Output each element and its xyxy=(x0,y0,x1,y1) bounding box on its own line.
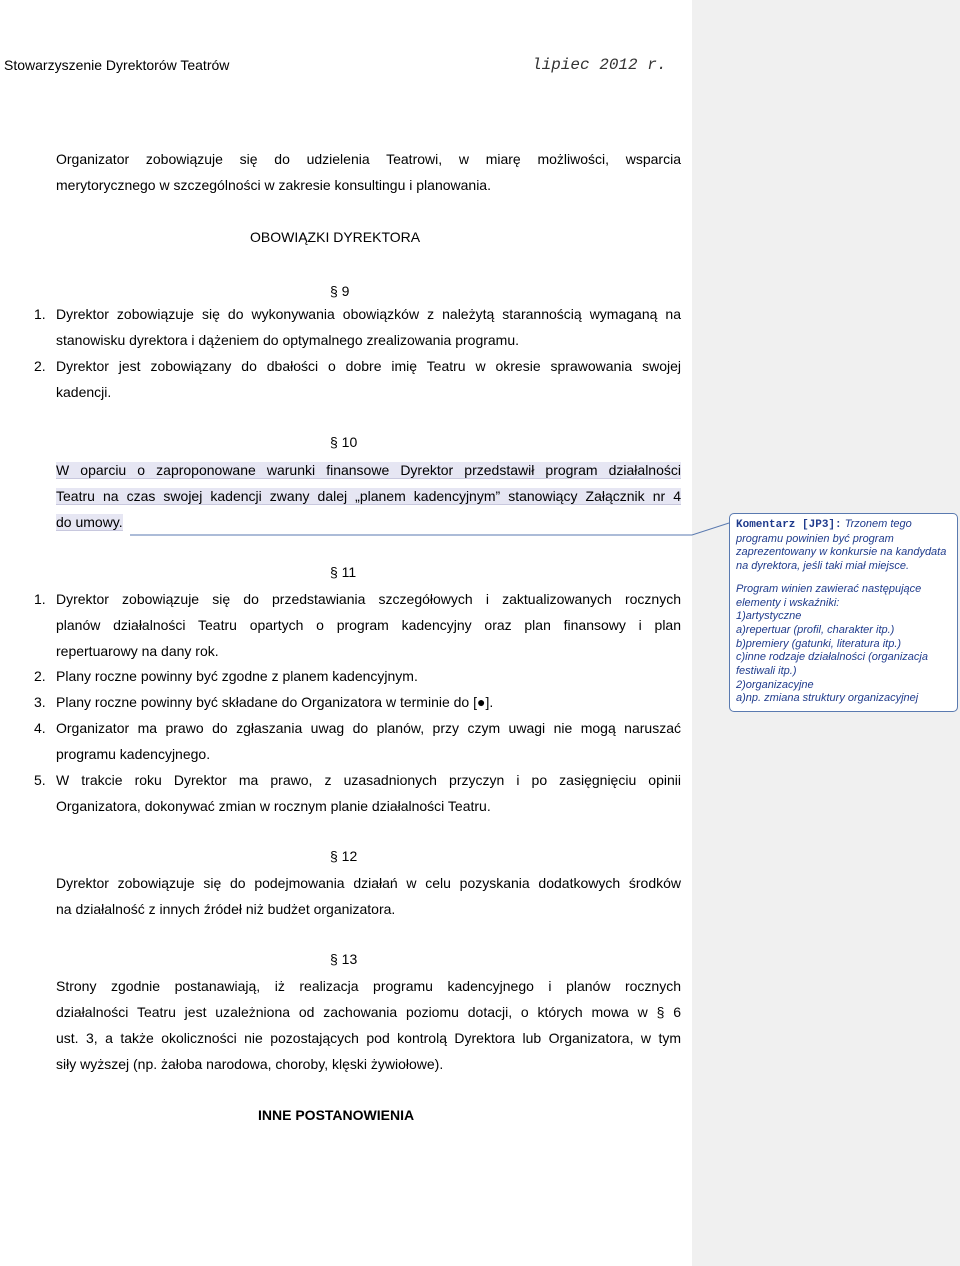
list-item xyxy=(34,586,681,664)
s10-line-2 xyxy=(56,483,681,509)
list-item-text: W trakcie roku Dyrektor ma prawo, z uzasadnionych przyczyn i po zasięgnięciu opinii xyxy=(56,772,681,788)
list-item-text-cont: programu kadencyjnego. xyxy=(56,746,211,762)
section-title-obligations: OBOWIĄZKI DYREKTORA xyxy=(250,229,421,245)
list-item-text: Dyrektor zobowiązuje się do wykonywania obowiązków z należytą starannością wymaganą na xyxy=(56,306,681,322)
comment-line: a)repertuar (profil, charakter itp.) xyxy=(736,623,895,636)
list-item-text-cont: stanowisku dyrektora i dążeniem do optymalnego zrealizowania programu. xyxy=(56,332,520,348)
list-item-number: 1. xyxy=(34,591,46,607)
section-title-other: INNE POSTANOWIENIA xyxy=(258,1107,415,1123)
list-item xyxy=(34,301,681,353)
comment-line: Program winien zawierać następujące elementy i wskaźniki: xyxy=(736,582,922,609)
list-item-text: Plany roczne powinny być składane do Organizatora w terminie do [●]. xyxy=(56,694,494,710)
paragraph-mark-13: § 13 xyxy=(330,951,358,967)
list-item-number: 1. xyxy=(34,306,46,322)
list-item xyxy=(34,767,681,819)
header-date: lipiec 2012 r. xyxy=(532,56,667,74)
s13-line-2: działalności Teatru jest uzależniona od zachowania poziomu dotacji, o których mowa w § 6 xyxy=(56,1004,681,1020)
list-item-text-cont: kadencji. xyxy=(56,384,112,400)
list-item-number: 3. xyxy=(34,694,46,710)
list-item xyxy=(34,689,681,715)
comment-intro-text: Trzonem tego programu powinien być program zaprezentowany w konkursie na kandydata na dyrektora, jeśli taki miał miejsce. xyxy=(736,518,947,573)
commented-text-highlight[interactable]: Teatru na czas swojej kadencji zwany dalej „planem kadencyjnym” stanowiący Załącznik nr 4 xyxy=(56,488,681,504)
comment-line: 1)artystyczne xyxy=(736,610,802,623)
comment-line: c)inne rodzaje działalności (organizacja festiwali itp.) xyxy=(736,651,928,678)
paragraph-mark-11: § 11 xyxy=(330,564,357,580)
list-item-text: Dyrektor jest zobowiązany do dbałości o dobre imię Teatru w okresie sprawowania swojej xyxy=(56,358,681,374)
s10-line-3 xyxy=(56,509,681,535)
s13-line-3: ust. 3, a także okoliczności nie pozostających pod kontrolą Dyrektora lub Organizatora, w tym xyxy=(56,1030,681,1046)
list-item-number: 4. xyxy=(34,720,46,736)
commented-text-highlight[interactable]: do umowy. xyxy=(56,514,123,530)
comment-line: 2)organizacyjne xyxy=(736,678,814,691)
s10-line-1 xyxy=(56,457,681,483)
list-item xyxy=(34,715,681,767)
intro-line-2: merytorycznego w szczególności w zakresie konsultingu i planowania. xyxy=(56,177,491,193)
comment-line: a)np. zmiana struktury organizacyjnej xyxy=(736,692,919,705)
header-organization: Stowarzyszenie Dyrektorów Teatrów xyxy=(4,57,230,73)
paragraph-mark-9: § 9 xyxy=(330,283,350,299)
paragraph-mark-12: § 12 xyxy=(330,848,358,864)
comment-balloon[interactable] xyxy=(729,513,958,712)
list-item-text-cont: Organizatora, dokonywać zmian w rocznym planie działalności Teatru. xyxy=(56,798,491,814)
list-item xyxy=(34,663,681,689)
list-item-text-cont: repertuarowy na dany rok. xyxy=(56,643,219,659)
list-item xyxy=(34,353,681,405)
comment-line: b)premiery (gatunki, literatura itp.) xyxy=(736,637,902,650)
list-item-number: 2. xyxy=(34,668,46,684)
comment-label: Komentarz [JP3]: xyxy=(736,519,842,531)
s12-line-1: Dyrektor zobowiązuje się do podejmowania działań w celu pozyskania dodatkowych środków xyxy=(56,875,681,891)
list-item-text: Organizator ma prawo do zgłaszania uwag do planów, przy czym uwagi nie mogą naruszać xyxy=(56,720,681,736)
paragraph-mark-10: § 10 xyxy=(330,434,358,450)
commented-text-highlight[interactable]: W oparciu o zaproponowane warunki finansowe Dyrektor przedstawił program działalności xyxy=(56,462,681,478)
intro-line-1: Organizator zobowiązuje się do udzielenia Teatrowi, w miarę możliwości, wsparcia xyxy=(56,151,681,167)
s12-line-2: na działalność z innych źródeł niż budżet organizatora. xyxy=(56,901,396,917)
list-item-text: Plany roczne powinny być zgodne z planem kadencyjnym. xyxy=(56,668,418,684)
list-item-number: 5. xyxy=(34,772,46,788)
list-item-text: Dyrektor zobowiązuje się do przedstawiania szczegółowych i zaktualizowanych rocznych xyxy=(56,591,681,607)
s13-line-4: siły wyższej (np. żałoba narodowa, choroby, klęski żywiołowe). xyxy=(56,1056,444,1072)
list-item-number: 2. xyxy=(34,358,46,374)
s13-line-1: Strony zgodnie postanawiają, iż realizacja programu kadencyjnego i planów rocznych xyxy=(56,978,681,994)
list-item-text-cont: planów działalności Teatru opartych o program kadencyjny oraz plan finansowy i plan xyxy=(56,617,681,633)
